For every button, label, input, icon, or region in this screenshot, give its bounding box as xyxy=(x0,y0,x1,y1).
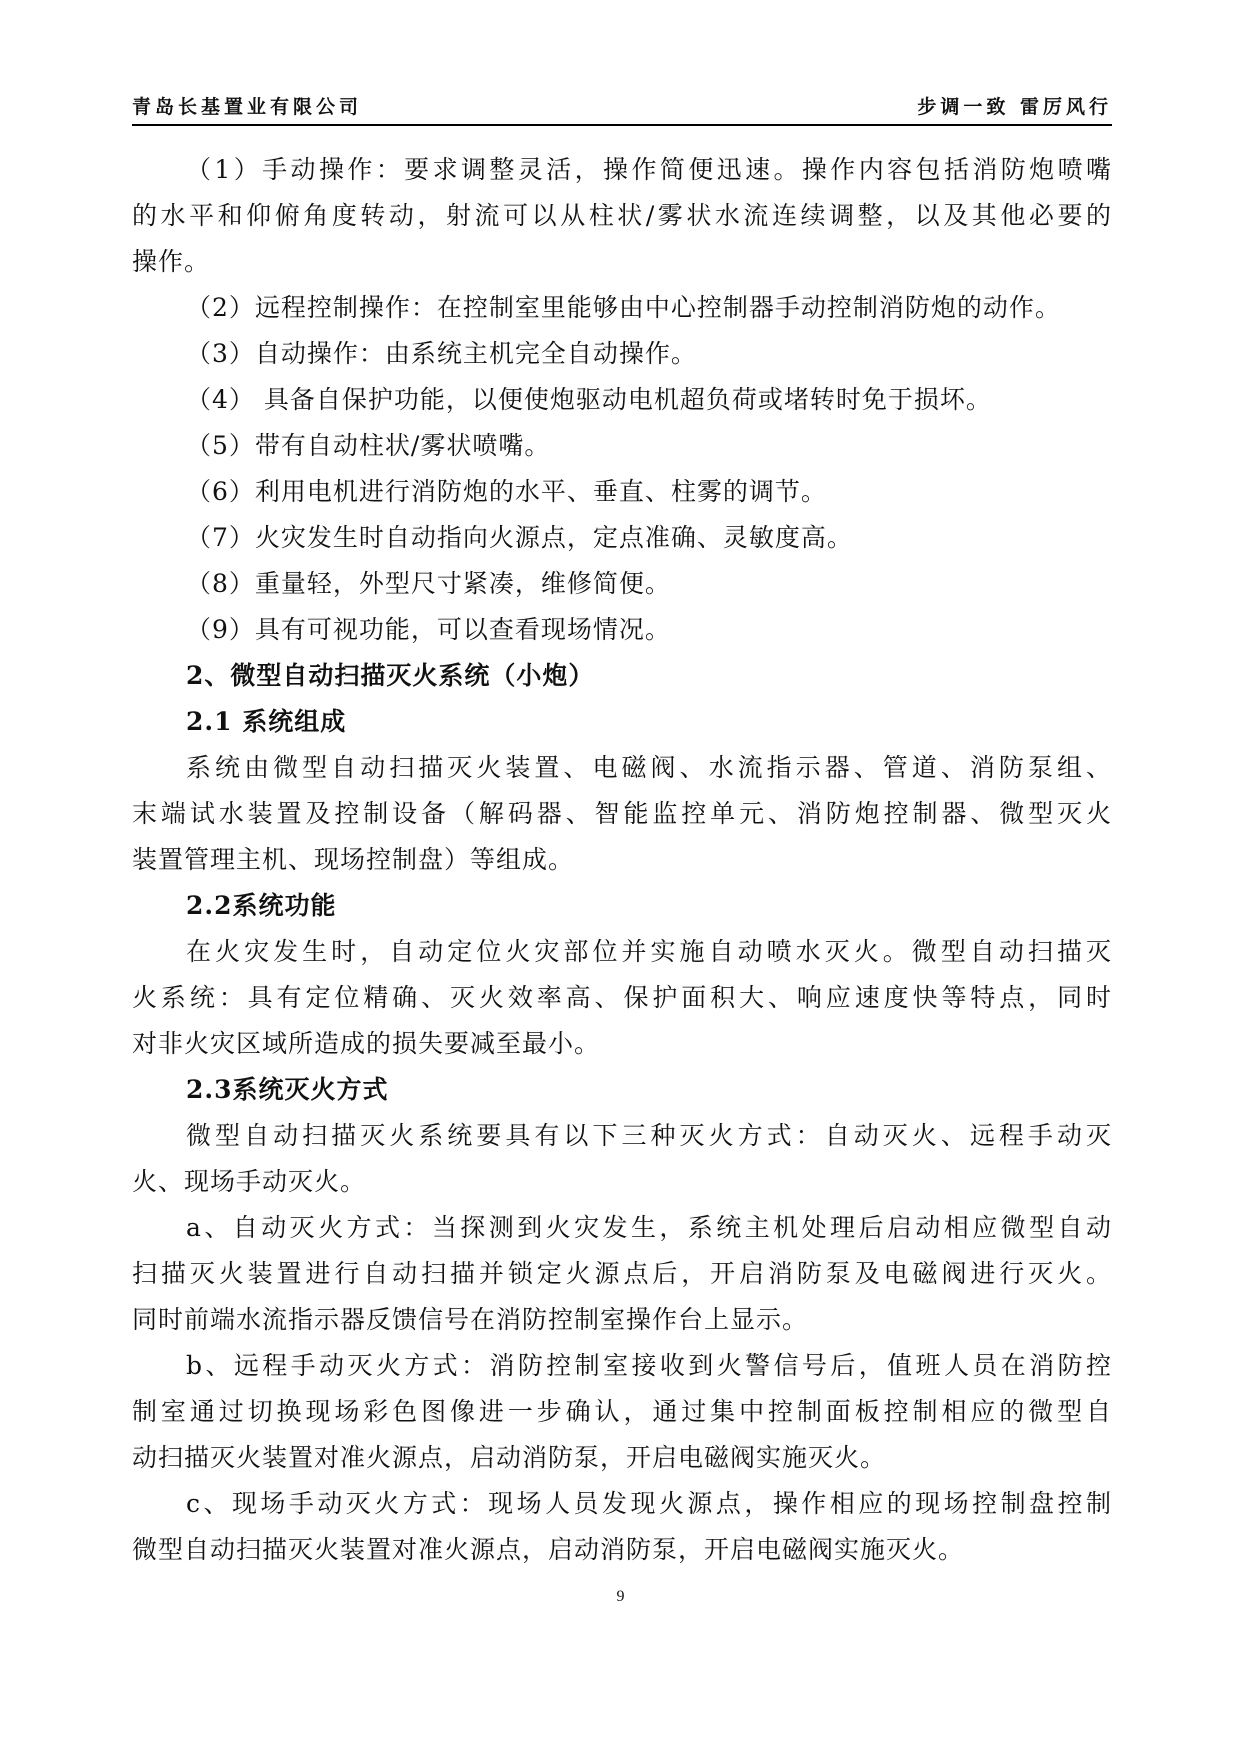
paragraph-line: b、远程手动灭火方式：消防控制室接收到火警信号后，值班人员在消防控 xyxy=(186,1351,1112,1380)
paragraph-line: 动扫描灭火装置对准火源点，启动消防泵，开启电磁阀实施灭火。 xyxy=(132,1443,887,1472)
list-item: （2）远程控制操作：在控制室里能够由中心控制器手动控制消防炮的动作。 xyxy=(186,293,1061,322)
paragraph-line: 扫描灭火装置进行自动扫描并锁定火源点后，开启消防泵及电磁阀进行灭火。 xyxy=(132,1259,1112,1288)
page-number: 9 xyxy=(616,1588,625,1605)
paragraph-line: 微型自动扫描灭火系统要具有以下三种灭火方式：自动灭火、远程手动灭 xyxy=(186,1121,1112,1150)
paragraph-line: 末端试水装置及控制设备（解码器、智能监控单元、消防炮控制器、微型灭火 xyxy=(132,799,1112,828)
subsection-heading: 2.1 系统组成 xyxy=(186,707,347,736)
paragraph-line: 制室通过切换现场彩色图像进一步确认，通过集中控制面板控制相应的微型自 xyxy=(132,1397,1112,1426)
paragraph-line: 微型自动扫描灭火装置对准火源点，启动消防泵，开启电磁阀实施灭火。 xyxy=(132,1535,965,1564)
list-item: （7）火灾发生时自动指向火源点，定点准确、灵敏度高。 xyxy=(186,523,853,552)
subsection-heading: 2.2系统功能 xyxy=(186,891,337,920)
list-item: （8）重量轻，外型尺寸紧凑，维修简便。 xyxy=(186,569,671,598)
subsection-heading: 2.3系统灭火方式 xyxy=(186,1075,389,1104)
list-item: （3）自动操作：由系统主机完全自动操作。 xyxy=(186,339,697,368)
list-item: （4） 具备自保护功能，以便使炮驱动电机超负荷或堵转时免于损坏。 xyxy=(186,385,992,414)
header-slogan: 步调一致 雷厉风行 xyxy=(917,96,1112,118)
paragraph-line: 同时前端水流指示器反馈信号在消防控制室操作台上显示。 xyxy=(132,1305,809,1334)
paragraph-line: 火系统：具有定位精确、灭火效率高、保护面积大、响应速度快等特点，同时 xyxy=(132,983,1112,1012)
section-heading: 2、微型自动扫描灭火系统（小炮） xyxy=(186,661,595,690)
document-body xyxy=(132,147,1112,1573)
paragraph-line: 系统由微型自动扫描灭火装置、电磁阀、水流指示器、管道、消防泵组、 xyxy=(186,753,1112,782)
paragraph-line: 火、现场手动灭火。 xyxy=(132,1167,367,1196)
paragraph-line: 的水平和仰俯角度转动，射流可以从柱状/雾状水流连续调整，以及其他必要的 xyxy=(132,201,1112,230)
paragraph-line: 在火灾发生时，自动定位火灾部位并实施自动喷水灭火。微型自动扫描灭 xyxy=(186,937,1112,966)
list-item: （6）利用电机进行消防炮的水平、垂直、柱雾的调节。 xyxy=(186,477,827,506)
company-name: 青岛长基置业有限公司 xyxy=(132,96,363,118)
paragraph-line: 装置管理主机、现场控制盘）等组成。 xyxy=(132,845,575,874)
paragraph-line: 对非火灾区域所造成的损失要减至最小。 xyxy=(132,1029,601,1058)
paragraph-line: 操作。 xyxy=(132,247,211,276)
paragraph-line: a、自动灭火方式：当探测到火灾发生，系统主机处理后启动相应微型自动 xyxy=(186,1213,1112,1242)
page-header xyxy=(132,90,1112,126)
list-item: （5）带有自动柱状/雾状喷嘴。 xyxy=(186,431,551,460)
paragraph-line: c、现场手动灭火方式：现场人员发现火源点，操作相应的现场控制盘控制 xyxy=(186,1489,1112,1518)
list-item: （9）具有可视功能，可以查看现场情况。 xyxy=(186,615,671,644)
paragraph-line: （1）手动操作：要求调整灵活，操作简便迅速。操作内容包括消防炮喷嘴 xyxy=(186,155,1112,184)
